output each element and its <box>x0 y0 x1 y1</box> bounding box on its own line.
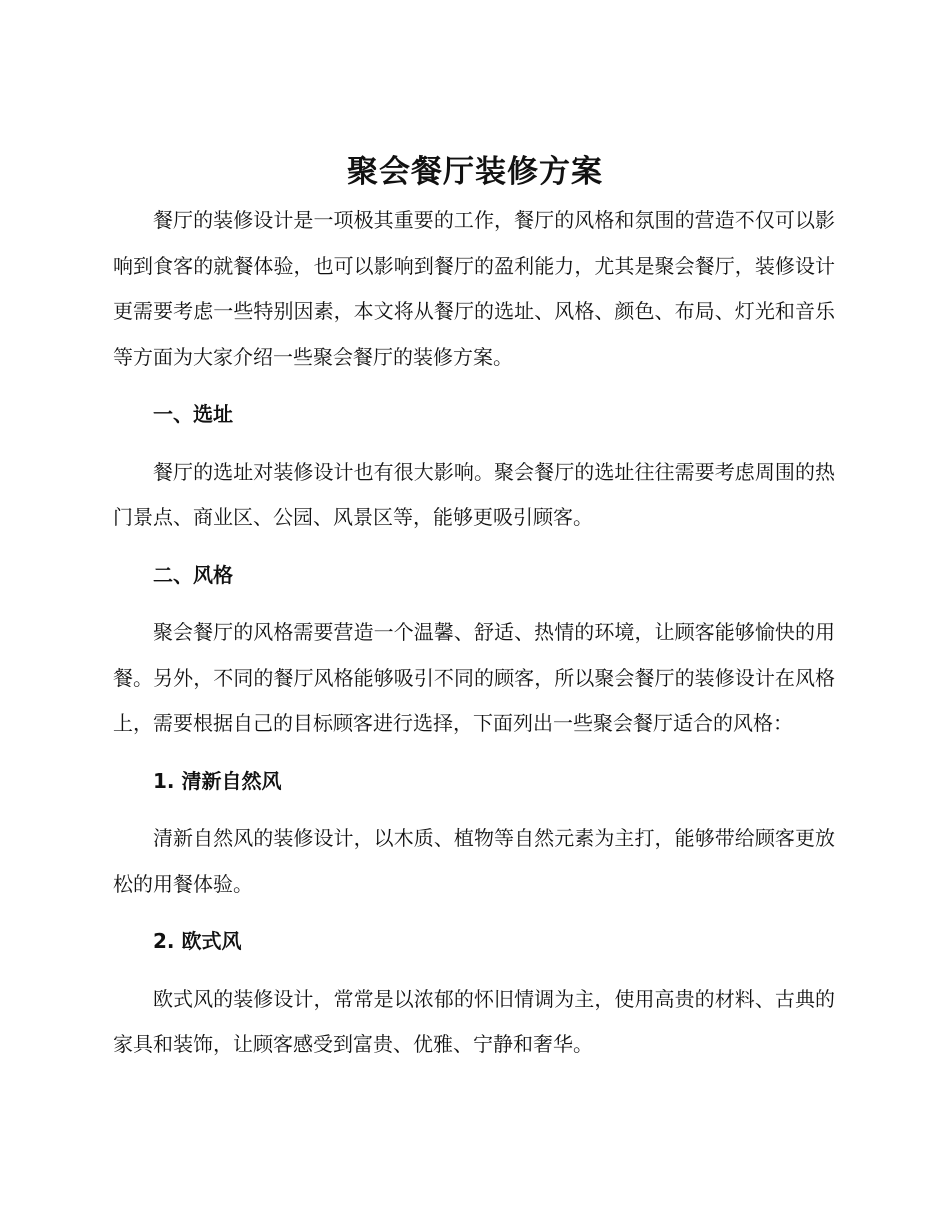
section-heading-style: 二、风格 <box>153 562 233 587</box>
style-heading-natural: 1. 清新自然风 <box>153 768 282 793</box>
style-body-natural: 清新自然风的装修设计，以木质、植物等自然元素为主打，能够带给顾客更放松的用餐体验。 <box>113 826 835 896</box>
style-body-european: 欧式风的装修设计，常常是以浓郁的怀旧情调为主，使用高贵的材料、古典的家具和装饰，让顾客感受到富贵、优雅、宁静和奢华。 <box>113 986 835 1056</box>
intro-paragraph: 餐厅的装修设计是一项极其重要的工作，餐厅的风格和氛围的营造不仅可以影响到食客的就餐体验，也可以影响到餐厅的盈利能力，尤其是聚会餐厅，装修设计更需要考虑一些特别因素，本文将从餐厅的选址、风格、颜色、布局、灯光和音乐等方面为大家介绍一些聚会餐厅的装修方案。 <box>113 208 835 369</box>
style-heading-european: 2. 欧式风 <box>153 929 242 953</box>
section-heading-location: 一、选址 <box>153 402 233 426</box>
section-body-location: 餐厅的选址对装修设计也有很大影响。聚会餐厅的选址往往需要考虑周围的热门景点、商业区、公园、风景区等，能够更吸引顾客。 <box>113 459 835 529</box>
document-body <box>113 198 835 1068</box>
page-title: 聚会餐厅装修方案 <box>347 154 603 190</box>
section-body-style: 聚会餐厅的风格需要营造一个温馨、舒适、热情的环境，让顾客能够愉快的用餐。另外，不同的餐厅风格能够吸引不同的顾客，所以聚会餐厅的装修设计在风格上，需要根据自己的目标顾客进行选择，下面列出一些聚会餐厅适合的风格： <box>113 620 835 735</box>
